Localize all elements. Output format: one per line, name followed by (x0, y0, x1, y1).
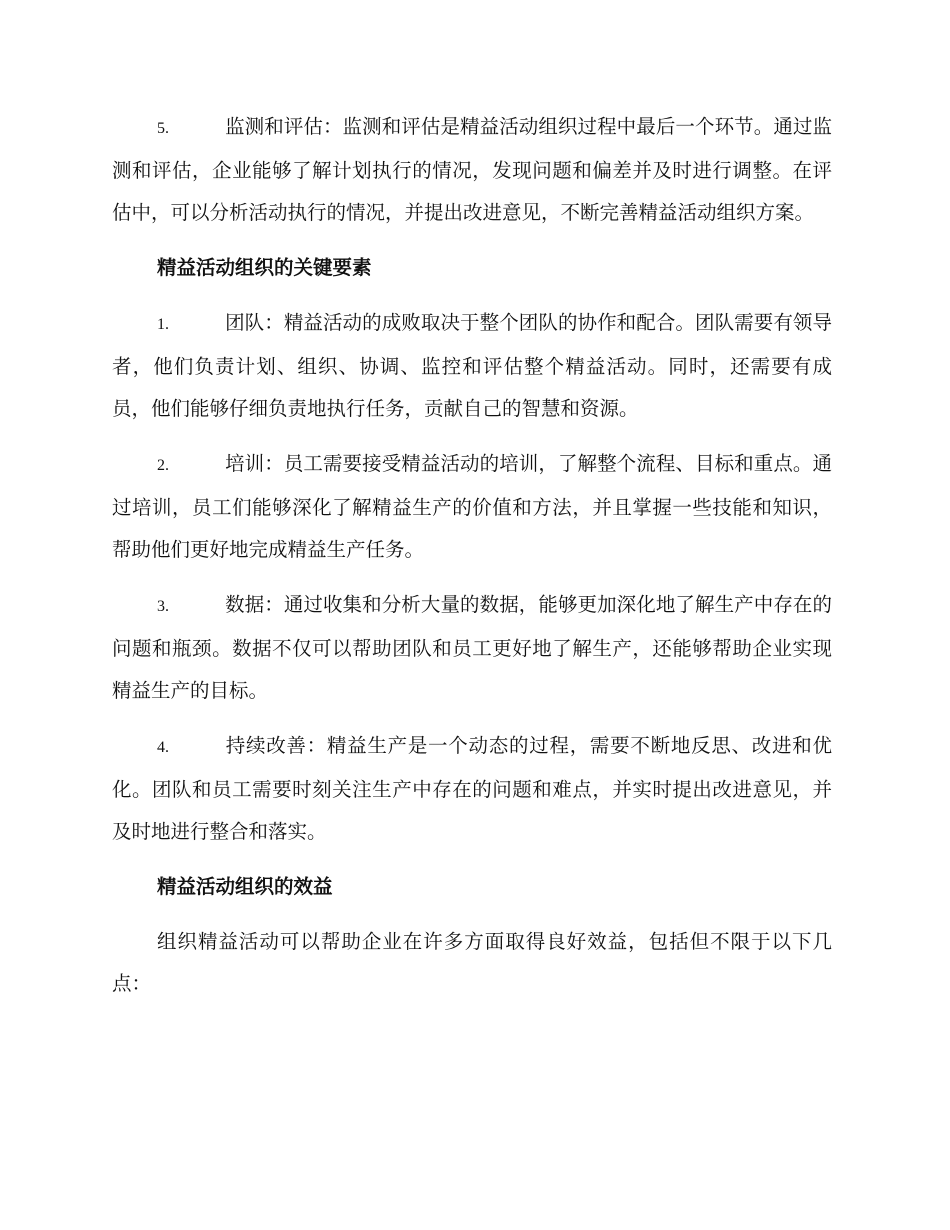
list-item-5 (112, 106, 832, 234)
list-item-text: 监测和评估：监测和评估是精益活动组织过程中最后一个环节。通过监测和评估，企业能够了解计划执行的情况，发现问题和偏差并及时进行调整。在评估中，可以分析活动执行的情况，并提出改进意见，不断完善精益活动组织方案。 (112, 115, 832, 224)
list-item-text: 培训：员工需要接受精益活动的培训，了解整个流程、目标和重点。通过培训，员工们能够深化了解精益生产的价值和方法，并且掌握一些技能和知识，帮助他们更好地完成精益生产任务。 (112, 452, 832, 561)
list-item-text: 团队：精益活动的成败取决于整个团队的协作和配合。团队需要有领导者，他们负责计划、组织、协调、监控和评估整个精益活动。同时，还需要有成员，他们能够仔细负责地执行任务，贡献自己的智慧和资源。 (112, 311, 832, 420)
list-number: 4. (157, 739, 169, 756)
list-number: 1. (157, 316, 169, 333)
list-item-1 (112, 302, 832, 430)
list-item-2 (112, 443, 832, 571)
section-heading-benefits: 精益活动组织的效益 (157, 875, 333, 898)
list-item-3 (112, 584, 832, 712)
list-number: 5. (157, 120, 169, 137)
benefits-paragraph: 组织精益活动可以帮助企业在许多方面取得良好效益，包括但不限于以下几点： (112, 930, 832, 995)
list-item-4 (112, 725, 832, 853)
section-heading-key-elements: 精益活动组织的关键要素 (157, 256, 372, 279)
document-body (112, 106, 832, 1018)
list-number: 2. (157, 457, 169, 474)
list-item-text: 持续改善：精益生产是一个动态的过程，需要不断地反思、改进和优化。团队和员工需要时刻关注生产中存在的问题和难点，并实时提出改进意见，并及时地进行整合和落实。 (112, 734, 832, 843)
list-number: 3. (157, 598, 169, 615)
list-item-text: 数据：通过收集和分析大量的数据，能够更加深化地了解生产中存在的问题和瓶颈。数据不仅可以帮助团队和员工更好地了解生产，还能够帮助企业实现精益生产的目标。 (112, 593, 832, 702)
